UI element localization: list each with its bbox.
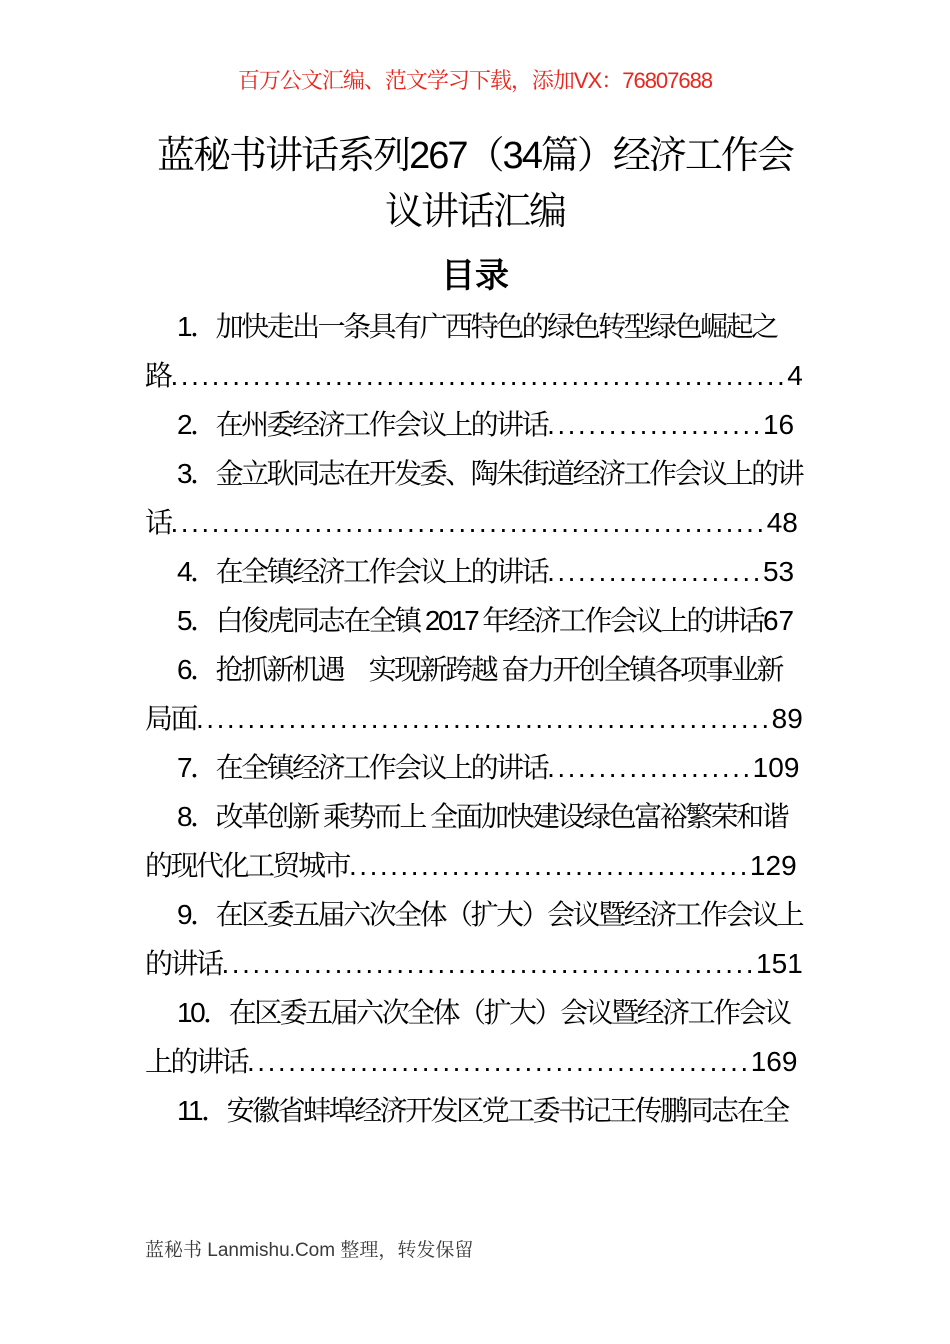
toc-page-number: 109 xyxy=(752,752,800,783)
toc-entry[interactable] xyxy=(145,890,805,988)
promo-banner: 百万公文汇编、范文学习下载，添加VX：76807688 xyxy=(237,68,713,93)
toc-entry-label: 7．在全镇经济工作会议上的讲话 xyxy=(177,752,548,783)
toc-list xyxy=(145,302,805,1135)
toc-dot-leader: ..................... xyxy=(547,409,763,440)
toc-page-number: 129 xyxy=(749,850,797,881)
toc-entry-label: 11．安徽省蚌埠经济开发区党工委书记王传鹏同志在全 xyxy=(177,1095,788,1126)
toc-page-number: 4 xyxy=(787,360,803,391)
toc-entry-label: 3．金立耿同志在开发委、陶朱街道经济工作会议上的讲话 xyxy=(145,458,803,538)
toc-page-number: 89 xyxy=(771,703,803,734)
toc-page-number: 151 xyxy=(756,948,803,979)
toc-dot-leader: .......................................................... xyxy=(170,507,767,538)
toc-entry-label: 6．抢抓新机遇 实现新跨越 奋力开创全镇各项事业新局面 xyxy=(145,654,782,734)
toc-entry-label: 1．加快走出一条具有广西特色的绿色转型绿色崛起之路 xyxy=(145,311,777,391)
toc-entry-label: 5．白俊虎同志在全镇 2017 年经济工作会议上的讲话 xyxy=(177,605,763,636)
toc-dot-leader: .................................................... xyxy=(221,948,757,979)
toc-dot-leader: ..................... xyxy=(547,556,763,587)
toc-page-number: 16 xyxy=(762,409,795,440)
toc-entry[interactable] xyxy=(145,302,805,400)
toc-heading: 目录 xyxy=(441,257,509,295)
toc-dot-leader: ....................................... xyxy=(349,850,750,881)
toc-entry-label: 4．在全镇经济工作会议上的讲话 xyxy=(177,556,548,587)
toc-dot-leader: ........................................................ xyxy=(196,703,772,734)
document-title: 蓝秘书讲话系列267（34篇）经济工作会议讲话汇编 xyxy=(157,135,793,233)
toc-page-number: 67 xyxy=(762,605,795,636)
toc-entry-label: 2．在州委经济工作会议上的讲话 xyxy=(177,409,548,440)
toc-dot-leader: ................................................. xyxy=(247,1046,751,1077)
toc-entry-label: 8．改革创新 乘势而上 全面加快建设绿色富裕繁荣和谐的现代化工贸城市 xyxy=(145,801,788,881)
toc-page-number: 169 xyxy=(750,1046,798,1077)
toc-entry[interactable] xyxy=(145,792,805,890)
toc-entry-label: 9．在区委五届六次全体（扩大）会议暨经济工作会议上的讲话 xyxy=(145,899,803,979)
toc-dot-leader: ............................................................ xyxy=(170,360,788,391)
toc-dot-leader: .................... xyxy=(547,752,753,783)
toc-entry[interactable] xyxy=(145,400,805,449)
toc-entry[interactable] xyxy=(145,1086,805,1135)
toc-entry[interactable] xyxy=(145,743,805,792)
toc-entry[interactable] xyxy=(145,988,805,1086)
toc-entry[interactable] xyxy=(145,645,805,743)
toc-entry[interactable] xyxy=(145,596,805,645)
toc-page-number: 48 xyxy=(766,507,798,538)
toc-page-number: 53 xyxy=(762,556,795,587)
footer-note: 蓝秘书 Lanmishu.Com 整理，转发保留 xyxy=(145,1240,474,1261)
toc-entry[interactable] xyxy=(145,547,805,596)
toc-entry[interactable] xyxy=(145,449,805,547)
toc-entry-label: 10．在区委五届六次全体（扩大）会议暨经济工作会议上的讲话 xyxy=(145,997,790,1077)
